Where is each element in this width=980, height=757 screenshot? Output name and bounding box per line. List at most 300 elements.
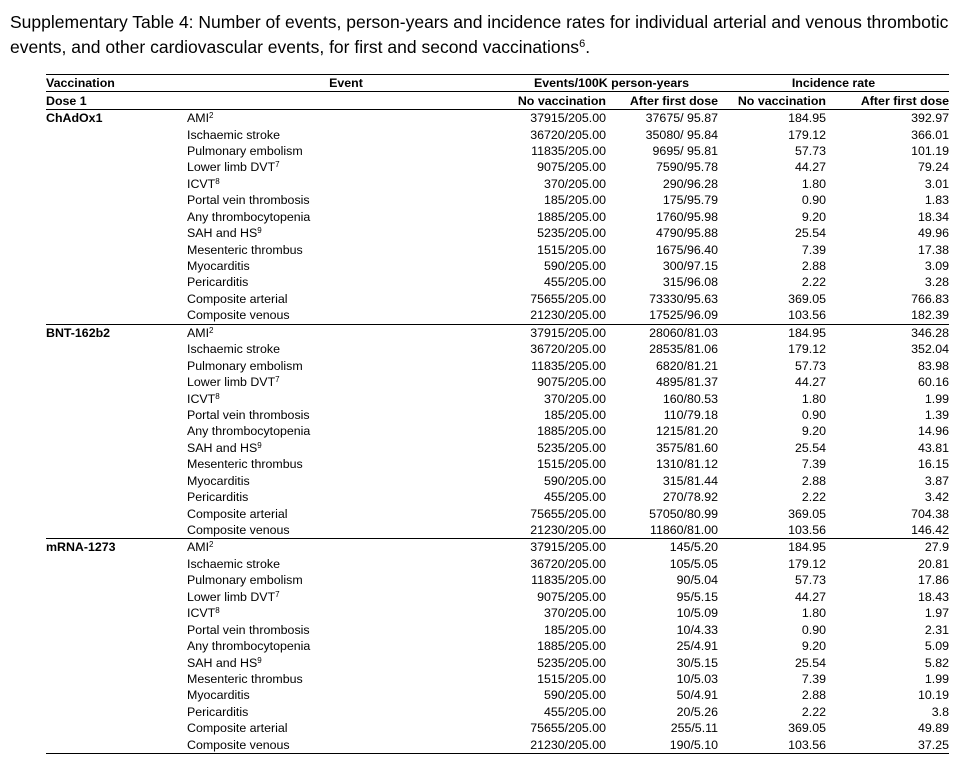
event-label: Lower limb DVT: [187, 375, 276, 390]
incidence-no-vaccination: 0.90: [801, 407, 826, 422]
incidence-after-first-dose: 49.96: [917, 226, 949, 241]
incidence-no-vaccination: 7.39: [801, 242, 826, 257]
incidence-after-first-dose: 3.42: [924, 490, 949, 505]
table-row: [46, 192, 949, 208]
events-no-vaccination: 370/205.00: [543, 176, 606, 191]
incidence-no-vaccination: 2.22: [801, 275, 826, 290]
incidence-no-vaccination: 9.20: [801, 424, 826, 439]
events-after-first-dose: 25/4.91: [676, 639, 718, 654]
incidence-after-first-dose: 83.98: [917, 358, 949, 373]
caption-text: Supplementary Table 4: Number of events, person-years and incidence rates for individual arterial and venous thrombotic events, and other cardiovascular events, for first and second vaccinations: [10, 12, 949, 57]
events-no-vaccination: 36720/205.00: [530, 342, 606, 357]
incidence-after-first-dose: 704.38: [911, 506, 949, 521]
event-footnote-marker: 8: [215, 606, 220, 616]
event-label: Ischaemic stroke: [187, 127, 280, 142]
event-name: [187, 291, 505, 307]
events-no-vaccination: 370/205.00: [543, 606, 606, 621]
results-table: [46, 74, 949, 754]
header-event: Event: [187, 75, 505, 92]
incidence-after-first-dose: 366.01: [911, 127, 949, 142]
table-row: [46, 704, 949, 720]
events-no-vaccination: 11835/205.00: [531, 573, 606, 588]
vaccine-name: [46, 704, 187, 720]
incidence-no-vaccination: 103.56: [718, 737, 826, 754]
incidence-after-first-dose: 79.24: [917, 160, 949, 175]
header-incidence-group: Incidence rate: [718, 75, 949, 92]
event-name: [187, 307, 505, 324]
header-after-first-dose: After first dose: [606, 92, 718, 109]
events-after-first-dose: 73330/95.63: [649, 291, 718, 306]
events-no-vaccination: 590/205.00: [543, 259, 606, 274]
event-name: [187, 589, 505, 605]
event-label: Composite venous: [187, 737, 290, 752]
event-label: Mesenteric thrombus: [187, 457, 303, 472]
event-name: [187, 489, 505, 505]
events-no-vaccination: 37915/205.00: [505, 109, 606, 126]
vaccine-name: [46, 473, 187, 489]
vaccine-name: [46, 621, 187, 637]
table-row: [46, 671, 949, 687]
incidence-after-first-dose: 392.97: [826, 109, 949, 126]
event-name: [187, 638, 505, 654]
event-label: Portal vein thrombosis: [187, 622, 310, 637]
table-row: [46, 505, 949, 521]
event-label: Composite arterial: [187, 291, 288, 306]
events-after-first-dose: 28060/81.03: [606, 324, 718, 341]
event-name: [187, 456, 505, 472]
incidence-no-vaccination: 44.27: [794, 160, 826, 175]
event-name: [187, 720, 505, 736]
header-vaccination: Vaccination: [46, 75, 187, 92]
vaccine-name: [46, 274, 187, 290]
events-no-vaccination: 36720/205.00: [530, 556, 606, 571]
incidence-no-vaccination: 25.54: [794, 440, 826, 455]
events-no-vaccination: 5235/205.00: [537, 655, 606, 670]
incidence-no-vaccination: 2.88: [801, 473, 826, 488]
event-name: [187, 390, 505, 406]
caption-footnote-marker: 6: [579, 38, 586, 50]
event-name: [187, 209, 505, 225]
event-footnote-marker: 2: [209, 111, 214, 121]
event-label: Mesenteric thrombus: [187, 671, 303, 686]
table-row: [46, 176, 949, 192]
table-row: [46, 654, 949, 670]
event-label: AMI: [187, 325, 210, 340]
table-row: [46, 407, 949, 423]
vaccine-name: BNT-162b2: [46, 324, 187, 341]
event-name: [187, 225, 505, 241]
vaccine-name: [46, 390, 187, 406]
events-after-first-dose: 17525/96.09: [649, 308, 718, 323]
table-row: [46, 456, 949, 472]
event-name: [187, 274, 505, 290]
events-after-first-dose: 6820/81.21: [655, 358, 718, 373]
event-label: ICVT: [187, 606, 216, 621]
event-label: Any thrombocytopenia: [187, 209, 311, 224]
incidence-no-vaccination: 2.88: [801, 688, 826, 703]
events-no-vaccination: 5235/205.00: [537, 440, 606, 455]
table-row: [46, 291, 949, 307]
table-row: [46, 556, 949, 572]
table-row: [46, 589, 949, 605]
incidence-after-first-dose: 1.39: [924, 407, 949, 422]
event-label: Myocarditis: [187, 473, 250, 488]
table-row: [46, 390, 949, 406]
events-after-first-dose: 300/97.15: [662, 259, 718, 274]
vaccine-name: [46, 638, 187, 654]
incidence-no-vaccination: 369.05: [788, 291, 826, 306]
event-name: [187, 473, 505, 489]
event-label: Composite arterial: [187, 506, 288, 521]
event-label: Lower limb DVT: [187, 160, 276, 175]
table-row: [46, 605, 949, 621]
events-no-vaccination: 21230/205.00: [505, 737, 606, 754]
events-after-first-dose: 4895/81.37: [655, 375, 718, 390]
event-footnote-marker: 7: [275, 375, 280, 385]
events-no-vaccination: 1515/205.00: [537, 671, 606, 686]
incidence-after-first-dose: 20.81: [917, 556, 949, 571]
event-label: Pulmonary embolism: [187, 573, 303, 588]
event-label: Portal vein thrombosis: [187, 193, 310, 208]
table-row: [46, 126, 949, 142]
event-name: [187, 440, 505, 456]
events-no-vaccination: 9075/205.00: [537, 589, 606, 604]
header-inc-after-first-dose: After first dose: [826, 92, 949, 109]
incidence-after-first-dose: 27.9: [826, 539, 949, 556]
incidence-after-first-dose: 3.09: [924, 259, 949, 274]
event-name: [187, 737, 505, 754]
events-no-vaccination: 1515/205.00: [537, 457, 606, 472]
event-name: [187, 126, 505, 142]
event-name: [187, 159, 505, 175]
events-no-vaccination: 21230/205.00: [530, 308, 606, 323]
vaccine-name: [46, 241, 187, 257]
vaccine-name: [46, 737, 187, 754]
events-after-first-dose: 3575/81.60: [655, 440, 718, 455]
incidence-after-first-dose: 146.42: [911, 523, 949, 538]
event-label: Portal vein thrombosis: [187, 407, 310, 422]
vaccine-name: [46, 307, 187, 324]
vaccine-name: [46, 522, 187, 539]
event-name: [187, 572, 505, 588]
incidence-after-first-dose: 3.87: [924, 473, 949, 488]
events-after-first-dose: 35080/ 95.84: [645, 127, 718, 142]
event-name: [187, 423, 505, 439]
events-no-vaccination: 5235/205.00: [537, 226, 606, 241]
incidence-no-vaccination: 184.95: [718, 324, 826, 341]
events-no-vaccination: 590/205.00: [543, 473, 606, 488]
incidence-no-vaccination: 179.12: [788, 127, 826, 142]
incidence-after-first-dose: 3.01: [924, 176, 949, 191]
incidence-no-vaccination: 0.90: [801, 622, 826, 637]
events-after-first-dose: 255/5.11: [670, 721, 718, 736]
vaccine-name: [46, 505, 187, 521]
event-name: [187, 556, 505, 572]
event-footnote-marker: 7: [275, 589, 280, 599]
event-label: Pericarditis: [187, 490, 249, 505]
events-after-first-dose: 270/78.92: [662, 490, 718, 505]
events-no-vaccination: 185/205.00: [543, 407, 606, 422]
events-after-first-dose: 9695/ 95.81: [652, 143, 718, 158]
events-after-first-dose: 95/5.15: [676, 589, 718, 604]
events-after-first-dose: 90/5.04: [676, 573, 718, 588]
table-row: [46, 522, 949, 539]
event-footnote-marker: 8: [215, 391, 220, 401]
incidence-no-vaccination: 369.05: [788, 506, 826, 521]
incidence-after-first-dose: 14.96: [917, 424, 949, 439]
event-name: [187, 654, 505, 670]
incidence-no-vaccination: 7.39: [801, 457, 826, 472]
events-no-vaccination: 1885/205.00: [537, 424, 606, 439]
vaccine-name: [46, 225, 187, 241]
incidence-no-vaccination: 1.80: [801, 176, 826, 191]
incidence-no-vaccination: 9.20: [801, 639, 826, 654]
events-after-first-dose: 7590/95.78: [655, 160, 718, 175]
incidence-no-vaccination: 103.56: [788, 308, 826, 323]
vaccine-name: [46, 291, 187, 307]
event-label: ICVT: [187, 391, 216, 406]
vaccine-name: [46, 176, 187, 192]
events-after-first-dose: 1675/96.40: [655, 242, 718, 257]
incidence-after-first-dose: 17.38: [917, 242, 949, 257]
event-label: Ischaemic stroke: [187, 342, 280, 357]
events-no-vaccination: 1515/205.00: [537, 242, 606, 257]
event-name: [187, 605, 505, 621]
events-no-vaccination: 1885/205.00: [537, 209, 606, 224]
incidence-no-vaccination: 184.95: [718, 539, 826, 556]
incidence-no-vaccination: 2.22: [801, 490, 826, 505]
header-empty: [187, 92, 505, 109]
vaccine-name: [46, 671, 187, 687]
table-row: [46, 539, 949, 556]
incidence-no-vaccination: 0.90: [801, 193, 826, 208]
event-name: [187, 505, 505, 521]
table-row: [46, 241, 949, 257]
incidence-after-first-dose: 352.04: [911, 342, 949, 357]
incidence-after-first-dose: 2.31: [924, 622, 949, 637]
vaccine-name: [46, 589, 187, 605]
table-row: [46, 258, 949, 274]
header-row-2: [46, 92, 949, 109]
event-name: [187, 241, 505, 257]
event-name: [187, 522, 505, 539]
vaccine-name: [46, 720, 187, 736]
table-row: [46, 440, 949, 456]
event-footnote-marker: 2: [209, 540, 214, 550]
incidence-no-vaccination: 44.27: [794, 375, 826, 390]
table-row: [46, 357, 949, 373]
table-row: [46, 737, 949, 754]
events-no-vaccination: 75655/205.00: [530, 291, 606, 306]
event-label: Lower limb DVT: [187, 589, 276, 604]
events-no-vaccination: 21230/205.00: [530, 523, 606, 538]
incidence-after-first-dose: 1.83: [924, 193, 949, 208]
incidence-no-vaccination: 25.54: [794, 655, 826, 670]
events-after-first-dose: 50/4.91: [676, 688, 718, 703]
event-name: [187, 539, 505, 556]
table-row: [46, 341, 949, 357]
event-name: [187, 687, 505, 703]
table-row: [46, 621, 949, 637]
incidence-no-vaccination: 179.12: [788, 556, 826, 571]
table-row: [46, 720, 949, 736]
table-row: [46, 143, 949, 159]
incidence-no-vaccination: 1.80: [801, 606, 826, 621]
event-name: [187, 258, 505, 274]
vaccine-name: [46, 258, 187, 274]
event-name: [187, 143, 505, 159]
events-no-vaccination: 590/205.00: [543, 688, 606, 703]
event-name: [187, 109, 505, 126]
events-after-first-dose: 315/96.08: [662, 275, 718, 290]
events-no-vaccination: 11835/205.00: [531, 143, 606, 158]
table-row: [46, 572, 949, 588]
table-row: [46, 489, 949, 505]
events-after-first-dose: 105/5.05: [669, 556, 718, 571]
caption-end: .: [585, 37, 591, 57]
incidence-no-vaccination: 9.20: [801, 209, 826, 224]
incidence-after-first-dose: 1.99: [924, 671, 949, 686]
events-after-first-dose: 145/5.20: [606, 539, 718, 556]
incidence-no-vaccination: 57.73: [794, 358, 826, 373]
incidence-after-first-dose: 37.25: [826, 737, 949, 754]
header-events-group: Events/100K person-years: [505, 75, 718, 92]
incidence-no-vaccination: 1.80: [801, 391, 826, 406]
vaccine-name: [46, 489, 187, 505]
event-name: [187, 621, 505, 637]
table-row: [46, 324, 949, 341]
vaccine-name: [46, 456, 187, 472]
vaccine-name: mRNA-1273: [46, 539, 187, 556]
event-footnote-marker: 9: [257, 226, 262, 236]
event-label: Mesenteric thrombus: [187, 242, 303, 257]
vaccine-name: ChAdOx1: [46, 109, 187, 126]
header-row-1: [46, 75, 949, 92]
incidence-after-first-dose: 49.89: [917, 721, 949, 736]
event-label: SAH and HS: [187, 655, 258, 670]
event-label: Pulmonary embolism: [187, 143, 303, 158]
vaccine-name: [46, 341, 187, 357]
event-footnote-marker: 9: [257, 440, 262, 450]
incidence-after-first-dose: 3.8: [931, 704, 949, 719]
incidence-after-first-dose: 5.09: [924, 639, 949, 654]
incidence-no-vaccination: 369.05: [788, 721, 826, 736]
incidence-after-first-dose: 766.83: [911, 291, 949, 306]
vaccine-name: [46, 423, 187, 439]
incidence-no-vaccination: 179.12: [788, 342, 826, 357]
event-label: Any thrombocytopenia: [187, 424, 311, 439]
events-after-first-dose: 37675/ 95.87: [606, 109, 718, 126]
events-no-vaccination: 75655/205.00: [530, 721, 606, 736]
events-after-first-dose: 1215/81.20: [655, 424, 718, 439]
events-no-vaccination: 455/205.00: [543, 704, 606, 719]
vaccine-name: [46, 159, 187, 175]
event-label: Myocarditis: [187, 259, 250, 274]
events-after-first-dose: 160/80.53: [662, 391, 718, 406]
event-name: [187, 357, 505, 373]
events-no-vaccination: 9075/205.00: [537, 160, 606, 175]
event-label: AMI: [187, 111, 210, 126]
event-label: Composite venous: [187, 523, 290, 538]
events-after-first-dose: 20/5.26: [676, 704, 718, 719]
event-name: [187, 671, 505, 687]
events-after-first-dose: 30/5.15: [676, 655, 718, 670]
events-no-vaccination: 1885/205.00: [537, 639, 606, 654]
incidence-no-vaccination: 7.39: [801, 671, 826, 686]
incidence-after-first-dose: 18.34: [917, 209, 949, 224]
events-after-first-dose: 1310/81.12: [655, 457, 718, 472]
incidence-no-vaccination: 57.73: [794, 573, 826, 588]
event-name: [187, 176, 505, 192]
events-no-vaccination: 75655/205.00: [530, 506, 606, 521]
events-no-vaccination: 455/205.00: [543, 275, 606, 290]
event-footnote-marker: 8: [215, 176, 220, 186]
vaccine-name: [46, 407, 187, 423]
incidence-after-first-dose: 101.19: [911, 143, 949, 158]
table-row: [46, 423, 949, 439]
header-no-vaccination: No vaccination: [505, 92, 606, 109]
event-label: SAH and HS: [187, 226, 258, 241]
events-after-first-dose: 11860/81.00: [650, 523, 718, 538]
event-name: [187, 324, 505, 341]
events-no-vaccination: 37915/205.00: [505, 539, 606, 556]
events-no-vaccination: 36720/205.00: [530, 127, 606, 142]
event-label: Composite venous: [187, 308, 290, 323]
events-no-vaccination: 11835/205.00: [531, 358, 606, 373]
events-no-vaccination: 455/205.00: [543, 490, 606, 505]
events-after-first-dose: 190/5.10: [606, 737, 718, 754]
incidence-after-first-dose: 10.19: [917, 688, 949, 703]
vaccine-name: [46, 357, 187, 373]
events-after-first-dose: 57050/80.99: [649, 506, 718, 521]
vaccine-name: [46, 192, 187, 208]
event-footnote-marker: 2: [209, 325, 214, 335]
events-after-first-dose: 4790/95.88: [655, 226, 718, 241]
event-label: SAH and HS: [187, 440, 258, 455]
incidence-no-vaccination: 2.88: [801, 259, 826, 274]
table-body: [46, 109, 949, 753]
event-label: Pericarditis: [187, 704, 249, 719]
event-label: Ischaemic stroke: [187, 556, 280, 571]
table-row: [46, 473, 949, 489]
vaccine-name: [46, 654, 187, 670]
events-after-first-dose: 10/4.33: [676, 622, 718, 637]
incidence-no-vaccination: 44.27: [794, 589, 826, 604]
events-after-first-dose: 315/81.44: [662, 473, 718, 488]
events-after-first-dose: 10/5.03: [676, 671, 718, 686]
vaccine-name: [46, 556, 187, 572]
events-no-vaccination: 37915/205.00: [505, 324, 606, 341]
event-name: [187, 374, 505, 390]
events-no-vaccination: 370/205.00: [543, 391, 606, 406]
vaccine-name: [46, 209, 187, 225]
event-name: [187, 407, 505, 423]
events-after-first-dose: 28535/81.06: [649, 342, 718, 357]
event-footnote-marker: 9: [257, 655, 262, 665]
event-label: Pulmonary embolism: [187, 358, 303, 373]
vaccine-name: [46, 126, 187, 142]
event-name: [187, 192, 505, 208]
table-caption: [10, 10, 975, 60]
events-after-first-dose: 290/96.28: [662, 176, 718, 191]
incidence-after-first-dose: 16.15: [917, 457, 949, 472]
incidence-no-vaccination: 25.54: [794, 226, 826, 241]
table-row: [46, 687, 949, 703]
event-footnote-marker: 7: [275, 160, 280, 170]
event-name: [187, 704, 505, 720]
table-row: [46, 374, 949, 390]
table-row: [46, 638, 949, 654]
